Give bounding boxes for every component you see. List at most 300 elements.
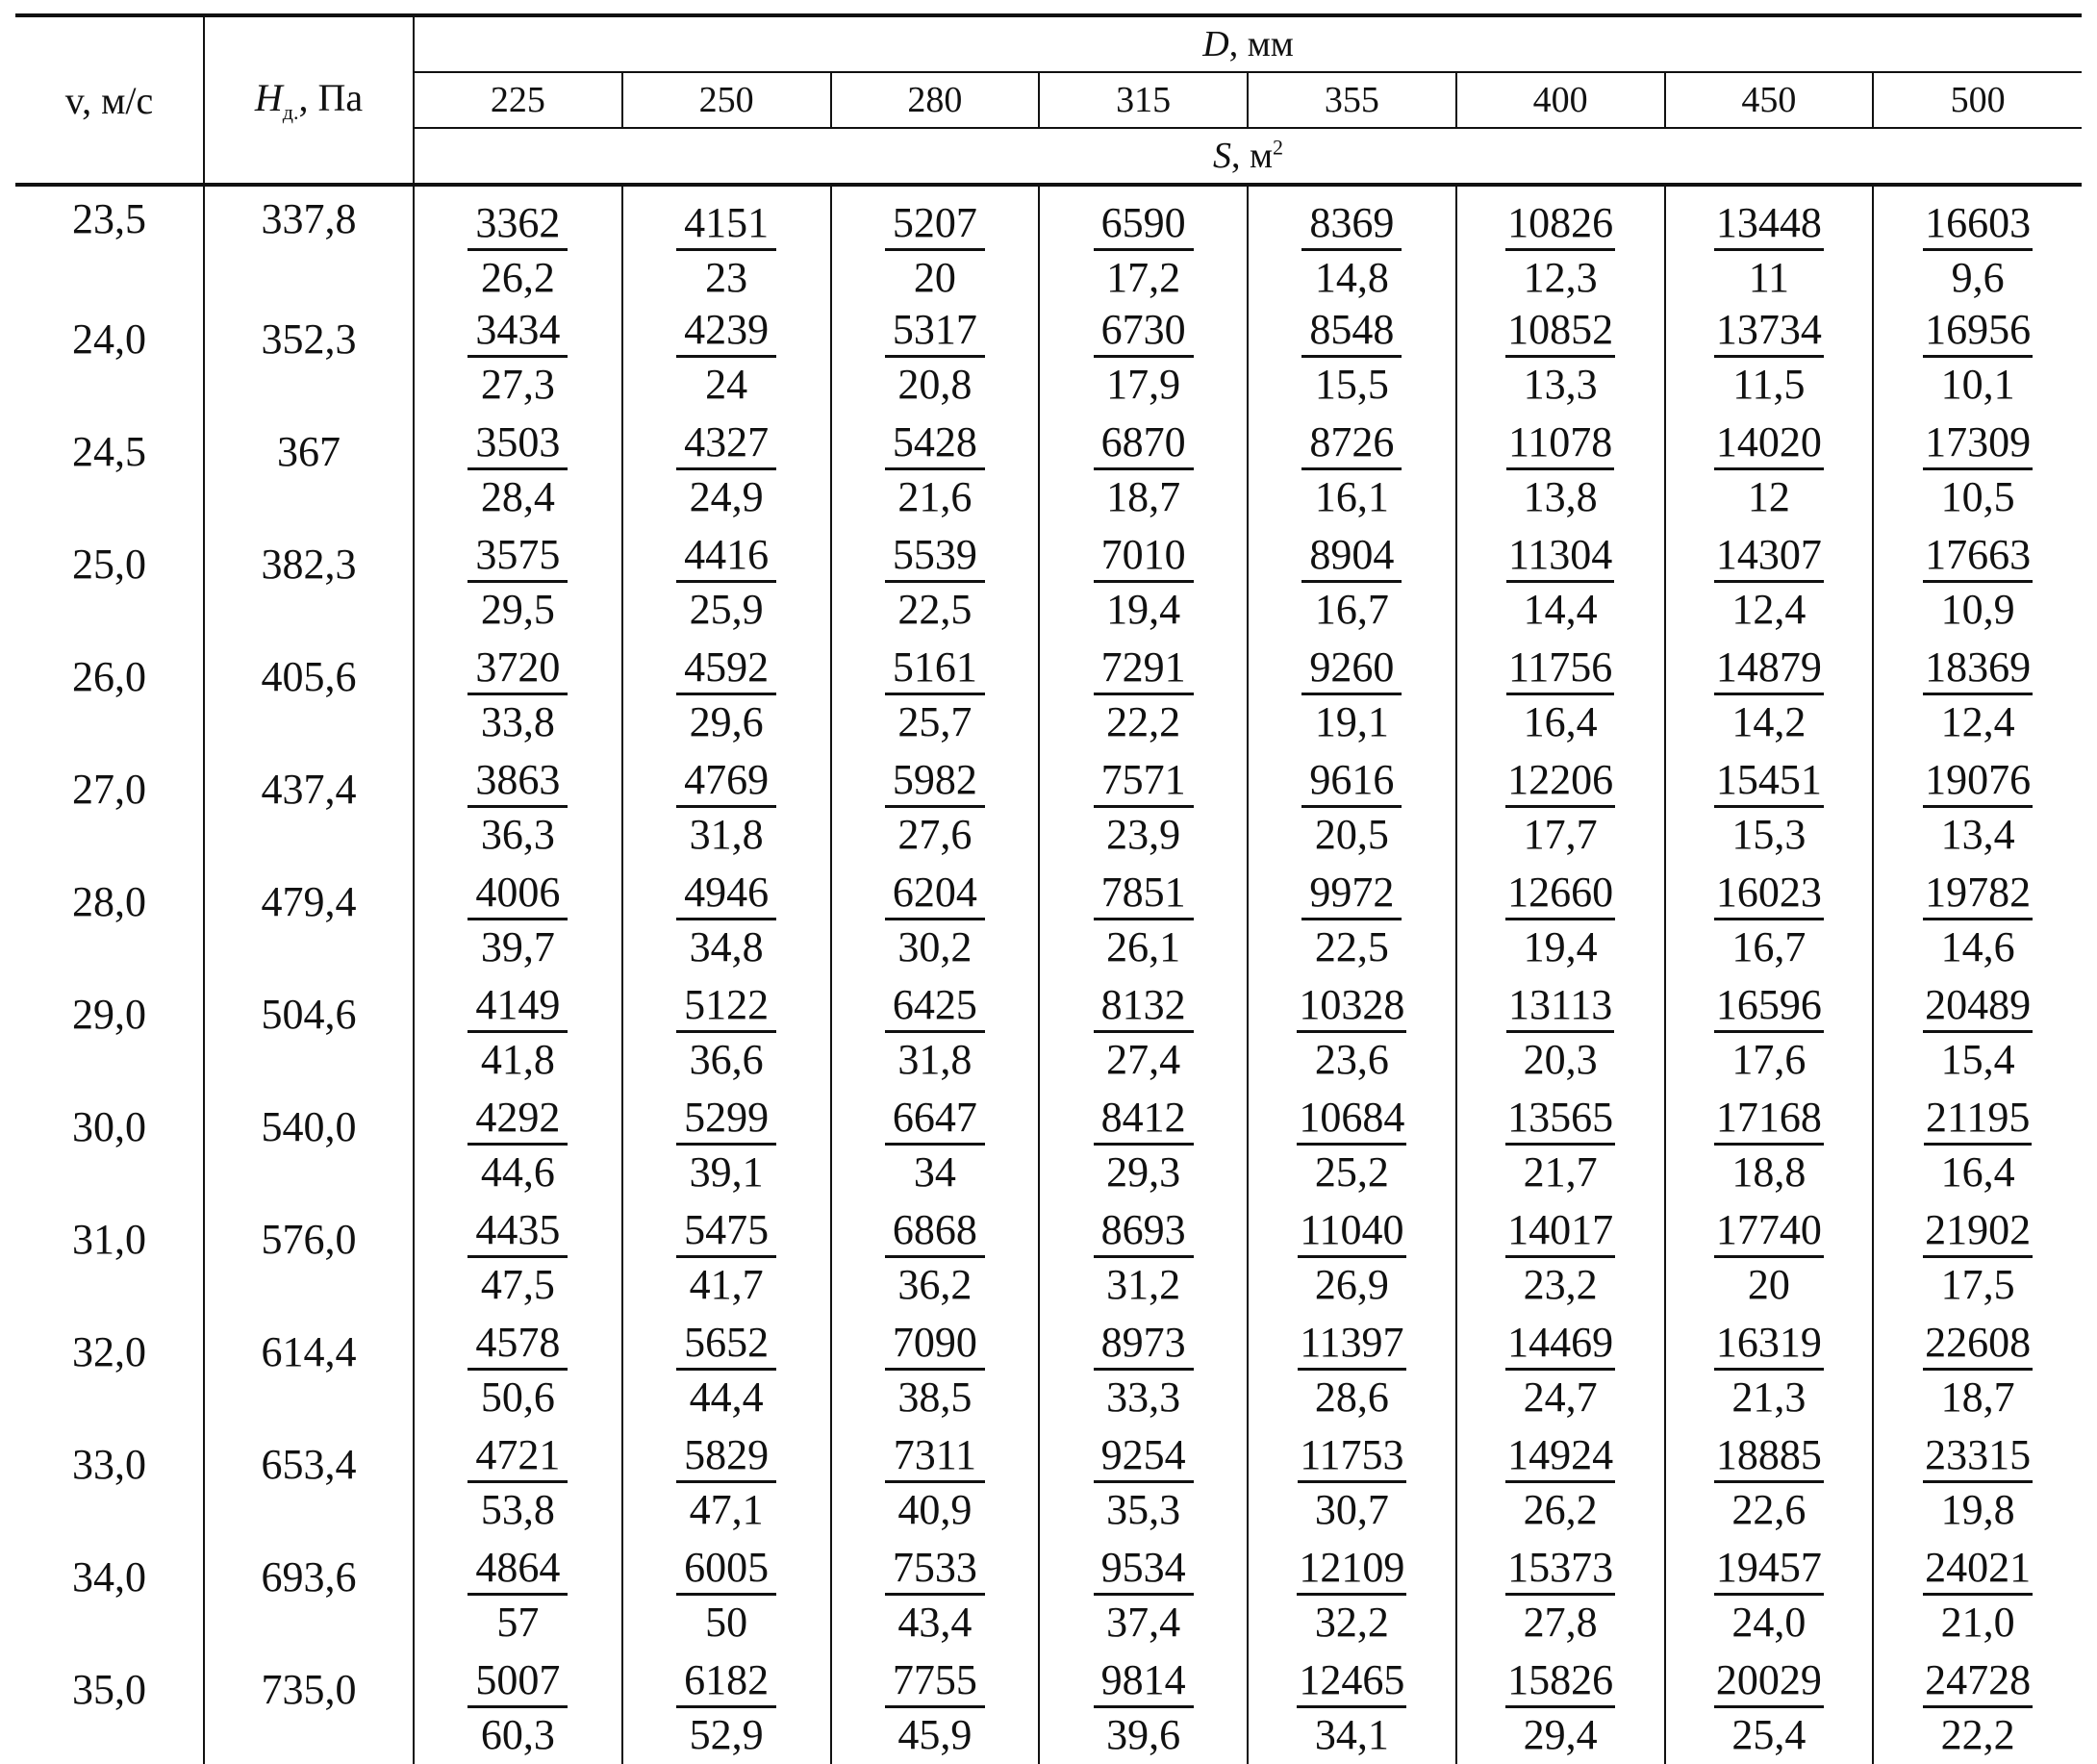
fraction-denominator: 23,9 bbox=[1106, 811, 1181, 858]
fraction-numerator: 21195 bbox=[1924, 1095, 2032, 1146]
fraction-numerator: 16319 bbox=[1714, 1320, 1824, 1371]
fraction-numerator: 5122 bbox=[676, 982, 776, 1033]
pressure-cell: 576,0 bbox=[204, 1201, 414, 1314]
fraction-numerator: 14924 bbox=[1505, 1432, 1615, 1483]
velocity-cell: 24,0 bbox=[15, 301, 204, 414]
fraction-denominator: 15,5 bbox=[1314, 361, 1389, 408]
fraction-denominator: 20,8 bbox=[897, 361, 973, 408]
header-diameter-225: 225 bbox=[414, 72, 622, 128]
fraction-cell bbox=[1456, 526, 1665, 639]
fraction bbox=[1923, 639, 2033, 745]
fraction-numerator: 11756 bbox=[1506, 644, 1614, 695]
fraction-denominator: 16,7 bbox=[1731, 923, 1806, 970]
fraction-numerator: 8904 bbox=[1301, 532, 1402, 583]
fraction-denominator: 25,2 bbox=[1314, 1148, 1389, 1196]
fraction-denominator: 25,7 bbox=[897, 698, 973, 745]
header-diameter-400: 400 bbox=[1456, 72, 1665, 128]
fraction-cell bbox=[1456, 414, 1665, 526]
fraction bbox=[1506, 414, 1614, 520]
fraction-denominator: 37,4 bbox=[1106, 1599, 1181, 1646]
velocity-cell: 31,0 bbox=[15, 1201, 204, 1314]
fraction-denominator: 39,7 bbox=[480, 923, 555, 970]
fraction bbox=[1094, 976, 1194, 1083]
fraction bbox=[1094, 526, 1194, 633]
fraction bbox=[676, 414, 776, 520]
fraction bbox=[1094, 194, 1194, 301]
fraction-cell bbox=[1873, 185, 2082, 301]
fraction bbox=[1505, 301, 1615, 408]
fraction bbox=[885, 1314, 985, 1421]
fraction-denominator: 53,8 bbox=[480, 1486, 555, 1533]
fraction-cell bbox=[1873, 751, 2082, 864]
fraction bbox=[1714, 1314, 1824, 1421]
fraction bbox=[1505, 1426, 1615, 1533]
header-diameter-250: 250 bbox=[622, 72, 831, 128]
fraction bbox=[467, 414, 568, 520]
header-velocity: v, м/с bbox=[15, 15, 204, 185]
fraction bbox=[885, 1426, 985, 1533]
fraction-numerator: 4327 bbox=[676, 419, 776, 470]
fraction-numerator: 11078 bbox=[1506, 419, 1614, 470]
fraction-denominator: 14,8 bbox=[1314, 254, 1389, 301]
fraction-numerator: 16956 bbox=[1923, 307, 2033, 358]
fraction-numerator: 14017 bbox=[1505, 1207, 1615, 1258]
fraction-denominator: 17,2 bbox=[1106, 254, 1181, 301]
fraction-cell bbox=[1248, 1089, 1456, 1201]
fraction-numerator: 17168 bbox=[1714, 1095, 1824, 1146]
fraction bbox=[1298, 1426, 1405, 1533]
fraction-cell bbox=[1873, 976, 2082, 1089]
fraction-numerator: 10328 bbox=[1297, 982, 1406, 1033]
fraction-denominator: 47,1 bbox=[689, 1486, 764, 1533]
fraction bbox=[676, 1314, 776, 1421]
velocity-cell: 33,0 bbox=[15, 1426, 204, 1539]
fraction bbox=[467, 1201, 568, 1308]
fraction-numerator: 13734 bbox=[1714, 307, 1824, 358]
fraction-cell bbox=[1039, 1314, 1248, 1426]
fraction-cell bbox=[414, 976, 622, 1089]
fraction-numerator: 4151 bbox=[676, 200, 776, 251]
fraction-cell bbox=[414, 1539, 622, 1651]
fraction-cell bbox=[622, 1089, 831, 1201]
table-row bbox=[15, 864, 2082, 976]
fraction-cell bbox=[622, 751, 831, 864]
fraction bbox=[1714, 976, 1824, 1083]
pressure-cell: 504,6 bbox=[204, 976, 414, 1089]
fraction-cell bbox=[1248, 751, 1456, 864]
fraction-numerator: 3503 bbox=[467, 419, 568, 470]
fraction-denominator: 26,2 bbox=[480, 254, 555, 301]
fraction-denominator: 12,3 bbox=[1523, 254, 1598, 301]
fraction-cell bbox=[1456, 301, 1665, 414]
fraction-numerator: 4769 bbox=[676, 757, 776, 808]
fraction-numerator: 17663 bbox=[1923, 532, 2033, 583]
fraction-numerator: 7851 bbox=[1094, 869, 1194, 920]
fraction-numerator: 18369 bbox=[1923, 644, 2033, 695]
fraction-numerator: 8132 bbox=[1094, 982, 1194, 1033]
fraction-cell bbox=[1665, 1539, 1874, 1651]
pressure-cell: 653,4 bbox=[204, 1426, 414, 1539]
fraction-numerator: 8412 bbox=[1094, 1095, 1194, 1146]
fraction bbox=[467, 639, 568, 745]
fraction bbox=[1923, 526, 2033, 633]
fraction-denominator: 29,5 bbox=[480, 586, 555, 633]
table-row bbox=[15, 1651, 2082, 1764]
fraction-numerator: 5207 bbox=[885, 200, 985, 251]
fraction-denominator: 27,8 bbox=[1523, 1599, 1598, 1646]
fraction bbox=[1094, 1651, 1194, 1758]
fraction-denominator: 30,7 bbox=[1314, 1486, 1389, 1533]
fraction-denominator: 16,7 bbox=[1314, 586, 1389, 633]
fraction-cell bbox=[1873, 1651, 2082, 1764]
fraction-numerator: 20489 bbox=[1923, 982, 2033, 1033]
fraction-cell bbox=[831, 751, 1040, 864]
fraction-cell bbox=[1665, 185, 1874, 301]
fraction-denominator: 20,3 bbox=[1523, 1036, 1598, 1083]
fraction bbox=[1505, 864, 1615, 970]
fraction-denominator: 33,8 bbox=[480, 698, 555, 745]
fraction-cell bbox=[622, 185, 831, 301]
fraction-cell bbox=[1248, 1426, 1456, 1539]
fraction-cell bbox=[1039, 1201, 1248, 1314]
fraction-numerator: 3362 bbox=[467, 200, 568, 251]
fraction-numerator: 14307 bbox=[1714, 532, 1824, 583]
fraction-denominator: 20 bbox=[913, 254, 956, 301]
fraction-denominator: 24,9 bbox=[689, 473, 764, 520]
fraction bbox=[1506, 639, 1614, 745]
header-diameter-450: 450 bbox=[1665, 72, 1874, 128]
fraction-denominator: 45,9 bbox=[897, 1711, 973, 1758]
fraction bbox=[1301, 751, 1402, 858]
fraction-denominator: 35,3 bbox=[1106, 1486, 1181, 1533]
fraction-numerator: 13448 bbox=[1714, 200, 1824, 251]
fraction-cell bbox=[1873, 1314, 2082, 1426]
fraction-cell bbox=[1039, 639, 1248, 751]
fraction-denominator: 21,7 bbox=[1523, 1148, 1598, 1196]
fraction-cell bbox=[1248, 1651, 1456, 1764]
velocity-cell: 28,0 bbox=[15, 864, 204, 976]
fraction bbox=[1505, 1089, 1615, 1196]
velocity-cell: 27,0 bbox=[15, 751, 204, 864]
fraction-denominator: 27,6 bbox=[897, 811, 973, 858]
fraction-denominator: 31,8 bbox=[689, 811, 764, 858]
fraction bbox=[676, 1089, 776, 1196]
fraction-denominator: 22,6 bbox=[1731, 1486, 1806, 1533]
fraction-cell bbox=[1665, 751, 1874, 864]
fraction bbox=[1924, 1089, 2032, 1196]
fraction bbox=[1923, 1314, 2033, 1421]
fraction bbox=[1923, 1651, 2033, 1758]
fraction-denominator: 43,4 bbox=[897, 1599, 973, 1646]
fraction bbox=[1094, 301, 1194, 408]
fraction bbox=[1506, 526, 1614, 633]
fraction-denominator: 36,2 bbox=[897, 1261, 973, 1308]
velocity-cell: 26,0 bbox=[15, 639, 204, 751]
fraction-denominator: 18,7 bbox=[1940, 1373, 2015, 1421]
fraction-denominator: 15,3 bbox=[1731, 811, 1806, 858]
fraction-numerator: 24728 bbox=[1923, 1657, 2033, 1708]
fraction bbox=[467, 1426, 568, 1533]
fraction bbox=[885, 751, 985, 858]
fraction-numerator: 22608 bbox=[1923, 1320, 2033, 1371]
fraction-denominator: 29,4 bbox=[1523, 1711, 1598, 1758]
fraction-cell bbox=[622, 639, 831, 751]
fraction bbox=[1506, 976, 1614, 1083]
fraction-numerator: 4946 bbox=[676, 869, 776, 920]
fraction-cell bbox=[1248, 976, 1456, 1089]
fraction bbox=[1094, 1089, 1194, 1196]
fraction-denominator: 17,5 bbox=[1940, 1261, 2015, 1308]
fraction bbox=[1094, 1201, 1194, 1308]
fraction-cell bbox=[1248, 526, 1456, 639]
fraction bbox=[1094, 1539, 1194, 1646]
fraction-cell bbox=[414, 1089, 622, 1201]
document-page bbox=[15, 13, 2082, 1758]
fraction-denominator: 41,8 bbox=[480, 1036, 555, 1083]
fraction-denominator: 38,5 bbox=[897, 1373, 973, 1421]
table-row bbox=[15, 1539, 2082, 1651]
fraction-denominator: 14,2 bbox=[1731, 698, 1806, 745]
velocity-cell: 35,0 bbox=[15, 1651, 204, 1764]
fraction-numerator: 8726 bbox=[1301, 419, 1402, 470]
fraction-cell bbox=[1873, 526, 2082, 639]
fraction-cell bbox=[1665, 1314, 1874, 1426]
fraction-numerator: 12660 bbox=[1505, 869, 1615, 920]
table-row bbox=[15, 301, 2082, 414]
fraction-denominator: 18,8 bbox=[1731, 1148, 1806, 1196]
header-diameter-315: 315 bbox=[1039, 72, 1248, 128]
velocity-cell: 32,0 bbox=[15, 1314, 204, 1426]
fraction-denominator: 57 bbox=[496, 1599, 540, 1646]
fraction bbox=[467, 301, 568, 408]
fraction-denominator: 31,2 bbox=[1106, 1261, 1181, 1308]
fraction bbox=[1923, 301, 2033, 408]
header-diameter: D, мм bbox=[414, 15, 2082, 72]
fraction bbox=[1923, 1539, 2033, 1646]
fraction-denominator: 20,5 bbox=[1314, 811, 1389, 858]
fraction-numerator: 3434 bbox=[467, 307, 568, 358]
fraction bbox=[1505, 194, 1615, 301]
fraction-denominator: 36,6 bbox=[689, 1036, 764, 1083]
fraction-denominator: 16,4 bbox=[1940, 1148, 2015, 1196]
fraction-numerator: 6182 bbox=[676, 1657, 776, 1708]
fraction-cell bbox=[1248, 414, 1456, 526]
fraction-cell bbox=[1665, 976, 1874, 1089]
fraction-numerator: 13113 bbox=[1506, 982, 1614, 1033]
fraction-numerator: 6425 bbox=[885, 982, 985, 1033]
fraction bbox=[467, 194, 568, 301]
fraction-cell bbox=[831, 1539, 1040, 1651]
fraction-numerator: 4416 bbox=[676, 532, 776, 583]
pressure-cell: 540,0 bbox=[204, 1089, 414, 1201]
velocity-cell: 34,0 bbox=[15, 1539, 204, 1651]
fraction bbox=[676, 976, 776, 1083]
fraction-numerator: 5299 bbox=[676, 1095, 776, 1146]
fraction-denominator: 29,3 bbox=[1106, 1148, 1181, 1196]
fraction-cell bbox=[1873, 864, 2082, 976]
fraction-denominator: 26,1 bbox=[1106, 923, 1181, 970]
fraction-denominator: 44,4 bbox=[689, 1373, 764, 1421]
fraction bbox=[1923, 1426, 2033, 1533]
fraction-cell bbox=[831, 526, 1040, 639]
fraction-numerator: 7533 bbox=[885, 1545, 985, 1596]
fraction-numerator: 11397 bbox=[1298, 1320, 1405, 1371]
fraction-denominator: 21,6 bbox=[897, 473, 973, 520]
fraction-numerator: 11753 bbox=[1298, 1432, 1405, 1483]
fraction bbox=[1714, 864, 1824, 970]
fraction-cell bbox=[831, 1426, 1040, 1539]
fraction-numerator: 13565 bbox=[1505, 1095, 1615, 1146]
pressure-cell: 614,4 bbox=[204, 1314, 414, 1426]
fraction-cell bbox=[1873, 414, 2082, 526]
fraction bbox=[1298, 1314, 1405, 1421]
fraction-numerator: 4578 bbox=[467, 1320, 568, 1371]
fraction-denominator: 44,6 bbox=[480, 1148, 555, 1196]
fraction-cell bbox=[1456, 1201, 1665, 1314]
fraction-numerator: 21902 bbox=[1923, 1207, 2033, 1258]
fraction bbox=[1297, 976, 1406, 1083]
fraction-cell bbox=[622, 414, 831, 526]
fraction-cell bbox=[1039, 1539, 1248, 1651]
fraction-numerator: 7311 bbox=[885, 1432, 985, 1483]
table-row bbox=[15, 1426, 2082, 1539]
table-body bbox=[15, 185, 2082, 1764]
fraction-cell bbox=[1873, 1426, 2082, 1539]
table-row bbox=[15, 185, 2082, 301]
fraction-denominator: 50 bbox=[705, 1599, 748, 1646]
fraction-denominator: 12,4 bbox=[1731, 586, 1806, 633]
fraction-denominator: 25,9 bbox=[689, 586, 764, 633]
fraction-cell bbox=[622, 976, 831, 1089]
fraction-cell bbox=[622, 1201, 831, 1314]
fraction-denominator: 13,4 bbox=[1940, 811, 2015, 858]
fraction-denominator: 18,7 bbox=[1106, 473, 1181, 520]
fraction-denominator: 60,3 bbox=[480, 1711, 555, 1758]
fraction-cell bbox=[1039, 1651, 1248, 1764]
fraction-cell bbox=[831, 639, 1040, 751]
fraction bbox=[885, 414, 985, 520]
fraction-numerator: 9254 bbox=[1094, 1432, 1194, 1483]
fraction bbox=[1094, 1426, 1194, 1533]
fraction-numerator: 15451 bbox=[1714, 757, 1824, 808]
fraction-numerator: 24021 bbox=[1923, 1545, 2033, 1596]
fraction-numerator: 18885 bbox=[1714, 1432, 1824, 1483]
fraction-denominator: 39,6 bbox=[1106, 1711, 1181, 1758]
fraction bbox=[885, 1651, 985, 1758]
fraction-cell bbox=[831, 1651, 1040, 1764]
fraction bbox=[885, 526, 985, 633]
fraction-cell bbox=[414, 1314, 622, 1426]
fraction-denominator: 23 bbox=[705, 254, 748, 301]
fraction bbox=[676, 1539, 776, 1646]
fraction-numerator: 17309 bbox=[1923, 419, 2033, 470]
fraction-cell bbox=[414, 185, 622, 301]
fraction-cell bbox=[1248, 639, 1456, 751]
fraction-numerator: 6868 bbox=[885, 1207, 985, 1258]
fraction-cell bbox=[414, 639, 622, 751]
fraction-cell bbox=[622, 1651, 831, 1764]
fraction-numerator: 7291 bbox=[1094, 644, 1194, 695]
fraction-numerator: 5475 bbox=[676, 1207, 776, 1258]
fraction-numerator: 8548 bbox=[1301, 307, 1402, 358]
fraction bbox=[676, 751, 776, 858]
fraction-numerator: 7755 bbox=[885, 1657, 985, 1708]
fraction-numerator: 8369 bbox=[1301, 200, 1402, 251]
fraction-cell bbox=[1039, 864, 1248, 976]
fraction-denominator: 24,7 bbox=[1523, 1373, 1598, 1421]
table-row bbox=[15, 751, 2082, 864]
fraction-cell bbox=[1665, 301, 1874, 414]
duct-table bbox=[15, 13, 2082, 1764]
fraction-cell bbox=[622, 1539, 831, 1651]
fraction bbox=[1505, 1539, 1615, 1646]
fraction-cell bbox=[1873, 639, 2082, 751]
fraction-numerator: 9616 bbox=[1301, 757, 1402, 808]
fraction-cell bbox=[1456, 1651, 1665, 1764]
pressure-cell: 352,3 bbox=[204, 301, 414, 414]
fraction-denominator: 27,4 bbox=[1106, 1036, 1181, 1083]
fraction-numerator: 20029 bbox=[1714, 1657, 1824, 1708]
fraction-denominator: 28,4 bbox=[480, 473, 555, 520]
fraction-numerator: 5982 bbox=[885, 757, 985, 808]
fraction bbox=[467, 864, 568, 970]
pressure-cell: 382,3 bbox=[204, 526, 414, 639]
fraction-denominator: 28,6 bbox=[1314, 1373, 1389, 1421]
fraction-numerator: 14879 bbox=[1714, 644, 1824, 695]
fraction-denominator: 34,1 bbox=[1314, 1711, 1389, 1758]
pressure-cell: 405,6 bbox=[204, 639, 414, 751]
fraction-numerator: 5007 bbox=[467, 1657, 568, 1708]
fraction-denominator: 22,5 bbox=[1314, 923, 1389, 970]
fraction-numerator: 3863 bbox=[467, 757, 568, 808]
fraction-cell bbox=[1665, 414, 1874, 526]
fraction bbox=[1094, 414, 1194, 520]
fraction-denominator: 20 bbox=[1747, 1261, 1790, 1308]
fraction-cell bbox=[1248, 301, 1456, 414]
pressure-cell: 735,0 bbox=[204, 1651, 414, 1764]
fraction bbox=[676, 194, 776, 301]
fraction-denominator: 17,6 bbox=[1731, 1036, 1806, 1083]
fraction-numerator: 19457 bbox=[1714, 1545, 1824, 1596]
fraction-numerator: 16023 bbox=[1714, 869, 1824, 920]
fraction bbox=[1714, 1426, 1824, 1533]
fraction-denominator: 41,7 bbox=[689, 1261, 764, 1308]
fraction-numerator: 6647 bbox=[885, 1095, 985, 1146]
fraction-cell bbox=[1665, 1651, 1874, 1764]
fraction-denominator: 19,1 bbox=[1314, 698, 1389, 745]
fraction bbox=[467, 1651, 568, 1758]
fraction-cell bbox=[414, 301, 622, 414]
velocity-cell: 23,5 bbox=[15, 185, 204, 301]
fraction-numerator: 14020 bbox=[1714, 419, 1824, 470]
fraction bbox=[885, 1089, 985, 1196]
fraction bbox=[1714, 1651, 1824, 1758]
fraction-denominator: 47,5 bbox=[480, 1261, 555, 1308]
fraction bbox=[467, 976, 568, 1083]
fraction-cell bbox=[1456, 1539, 1665, 1651]
fraction-denominator: 26,2 bbox=[1523, 1486, 1598, 1533]
fraction-denominator: 12 bbox=[1747, 473, 1790, 520]
table-row bbox=[15, 1314, 2082, 1426]
fraction-cell bbox=[622, 1314, 831, 1426]
table-row bbox=[15, 526, 2082, 639]
fraction-numerator: 12465 bbox=[1297, 1657, 1406, 1708]
fraction-numerator: 16596 bbox=[1714, 982, 1824, 1033]
fraction bbox=[1923, 976, 2033, 1083]
fraction-cell bbox=[1039, 976, 1248, 1089]
fraction-denominator: 17,7 bbox=[1523, 811, 1598, 858]
header-area: S, $м^2$ bbox=[414, 128, 2082, 185]
